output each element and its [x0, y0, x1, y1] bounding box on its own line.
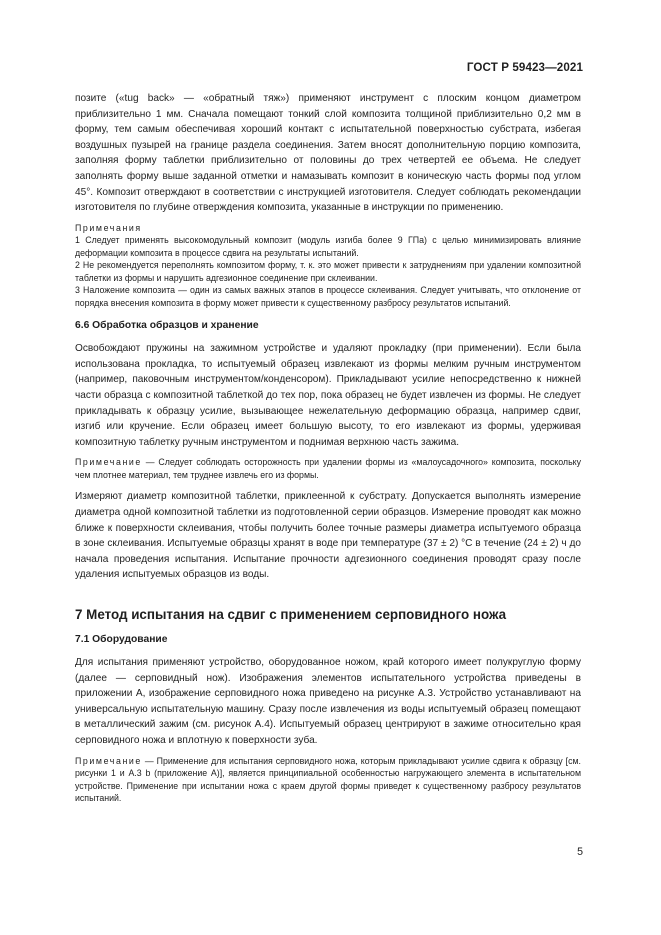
section-7-1-paragraph: Для испытания применяют устройство, оборудованное ножом, край которого имеет полукруглую форму (далее — серповидный нож). Изображения элементов испытательного устройства приведены в приложении А, изображение серповидного ножа приведено на рисунке А.3. Устройство устанавливают на универсальную испытательную машину. Сразу после извлечения из воды испытуемый образец помещают в металлический зажим (см. рисунок А.4). Испытуемый образец центрируют в зажиме относительно края серповидного ножа и вплотную к поверхности зуба.	[75, 656, 581, 746]
note-label: Примечание	[75, 457, 142, 468]
section-7-1-note	[75, 755, 581, 805]
standard-header: ГОСТ Р 59423—2021	[466, 61, 583, 74]
section-6-6-note	[75, 456, 581, 481]
note-text: — Применение для испытания серповидного ножа, которым прикладывают усилие сдвига к образцу [см. рисунки 1 и А.3 b (приложение А)], является принципиальной особенностью нагружающего элемента в испытательном устройстве. Применение при испытании ножа с краем другой формы приведет к существенному разбросу результатов испытаний.	[75, 755, 581, 804]
intro-paragraph: позите («tug back» — «обратный тяж») применяют инструмент с плоским концом диаметром приблизительно 1 мм. Сначала помещают тонкий слой композита толщиной приблизительно 0,2 мм в форму, тем самым обеспечивая хороший контакт с испытательной поверхностью субстрата, избегая воздушных пузырей на границе раздела соединения. Затем вносят дополнительную порцию композита, заполняя форму таблетки приблизительно от половины до трех четвертей ее объема. Не следует заполнять форму выше заданной отметки и намазывать композит в коническую часть формы под углом 45°. Композит отверждают в соответствии с инструкцией изготовителя. Следует соблюдать рекомендации изготовителя по глубине отверждения композита, указанные в инструкции по применению.	[75, 93, 581, 214]
notes-title: Примечания	[75, 222, 142, 233]
page-content	[75, 91, 581, 805]
notes-block-1	[75, 222, 581, 310]
note-item-2: 2 Не рекомендуется переполнять композитом форму, т. к. это может привести к затруднениям при удалении композитной таблетки из формы и нарушить адгезионное соединение при склеивании.	[75, 260, 581, 283]
note-item-1: 1 Следует применять высокомодульный композит (модуль изгиба более 9 ГПа) с целью минимизировать влияние деформации композита в процессе сдвига на результаты испытаний.	[75, 235, 581, 258]
section-7-1-heading: 7.1 Оборудование	[75, 633, 168, 645]
note-label: Примечание	[75, 755, 142, 766]
section-6-6-paragraph-2: Измеряют диаметр композитной таблетки, приклеенной к субстрату. Допускается выполнять измерение диаметра одной композитной таблетки из подготовленной серии образцов. Измерение проводят как можно ближе к поверхности склеивания, чтобы получить более точные размеры диаметра испытуемого образца в зоне склеивания. Испытуемые образцы хранят в воде при температуре (37 ± 2) °С в течение (24 ± 2) ч до начала проведения испытания. Испытание прочности адгезионного соединения проводят сразу после удаления испытуемых образцов из воды.	[75, 491, 581, 581]
section-6-6-heading: 6.6 Обработка образцов и хранение	[75, 320, 259, 332]
note-text: — Следует соблюдать осторожность при удалении формы из «малоусадочного» композита, поскольку чем плотнее материал, тем труднее извлечь его из формы.	[75, 457, 581, 480]
page-number: 5	[577, 846, 583, 858]
note-item-3: 3 Наложение композита — один из самых важных этапов в процессе склеивания. Следует учитывать, что отклонение от порядка внесения композита в форму может привести к существенному разбросу результатов испытаний.	[75, 285, 581, 308]
section-6-6-paragraph-1: Освобождают пружины на зажимном устройстве и удаляют прокладку (при применении). Если была использована прокладка, то испытуемый образец извлекают из формы мелким ручным инструментом (например, паковочным инструментом/конденсором). Прикладывают усилие непосредственно к нижней части образца с композитной таблеткой до тех пор, пока образец не будет извлечен из формы. Не следует прикладывать к образцу усилие, вызывающее нежелательную деформацию образца, например сдвиг, изгиб или кручение. Если образец имеет большую высоту, то его извлекают из формы, удерживая композитную таблетку ручным инструментом и поднимая верхнюю часть зажима.	[75, 343, 581, 448]
section-7-heading: 7 Метод испытания на сдвиг с применением серповидного ножа	[75, 606, 507, 622]
